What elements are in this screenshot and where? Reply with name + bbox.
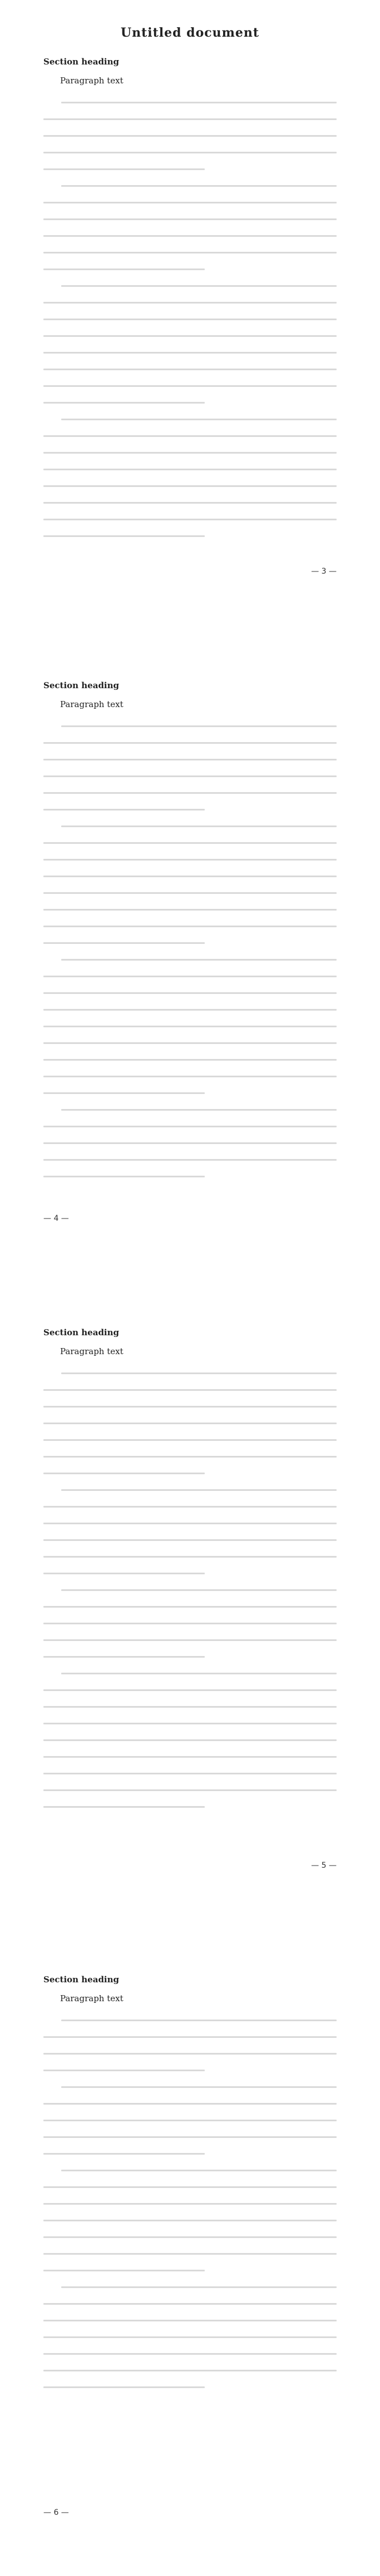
- document-title: Untitled document: [120, 26, 260, 40]
- paragraph-text: Paragraph text: [60, 699, 124, 709]
- text-placeholder-block: [43, 95, 337, 545]
- paragraph-text: Paragraph text: [60, 76, 124, 86]
- document-page-3: [0, 1294, 380, 1894]
- paragraph-text: Paragraph text: [60, 1346, 124, 1356]
- page-number: — 3 —: [311, 567, 337, 576]
- page-separator: [0, 600, 380, 647]
- section-heading: Section heading: [43, 680, 120, 690]
- page-number: — 6 —: [43, 2508, 69, 2517]
- document-page-2: [0, 647, 380, 1247]
- paragraph: [43, 1990, 337, 2007]
- page-separator: [0, 1894, 380, 1941]
- paragraph: [43, 1343, 337, 1360]
- document-page-4: [0, 1941, 380, 2542]
- paragraph-text: Paragraph text: [60, 1993, 124, 2003]
- document-page-1: [0, 0, 380, 600]
- page-number: — 4 —: [43, 1214, 69, 1223]
- page-number: — 5 —: [311, 1861, 337, 1870]
- text-placeholder-block: [43, 2012, 337, 2396]
- paragraph: [43, 72, 337, 89]
- section-heading: Section heading: [43, 1327, 120, 1337]
- page-separator: [0, 1247, 380, 1294]
- section-heading: Section heading: [43, 57, 120, 67]
- text-placeholder-block: [43, 718, 337, 1185]
- paragraph: [43, 696, 337, 713]
- section-heading: Section heading: [43, 1975, 120, 1985]
- text-placeholder-block: [43, 1365, 337, 1816]
